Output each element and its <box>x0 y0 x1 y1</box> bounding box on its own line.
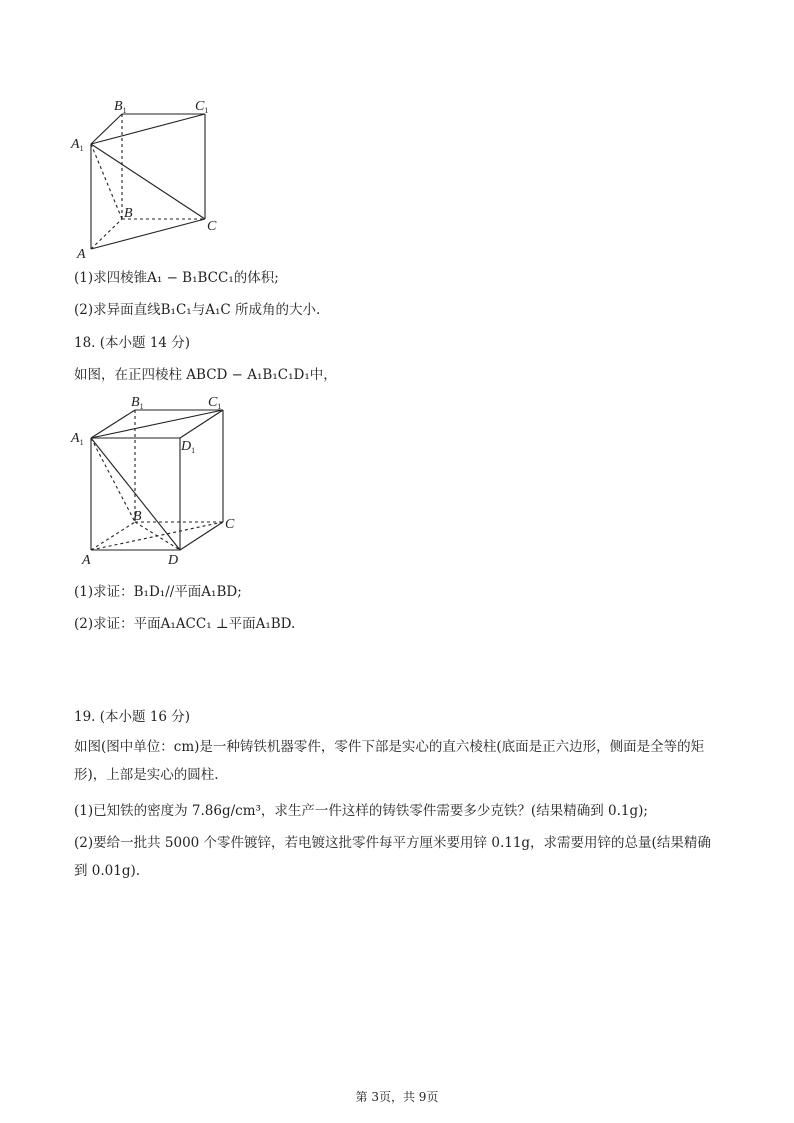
label-d: D <box>168 553 179 568</box>
q18-part1: (1)求证：B₁D₁//平面A₁BD; <box>74 584 242 600</box>
label-a: A <box>82 553 91 568</box>
diag-a-c <box>91 522 223 550</box>
diag-a1-b <box>91 438 135 522</box>
diag-a1-c <box>91 144 205 219</box>
q18-heading: 18. (本小题 14 分) <box>74 335 191 351</box>
page-footer: 第 3页，共 9页 <box>355 1090 439 1104</box>
label-b1: $B_1$ <box>114 99 127 115</box>
label-a1: $A_1$ <box>71 137 84 153</box>
label-c: C <box>225 517 235 532</box>
label-b: B <box>124 206 133 221</box>
q19-intro: 如图(图中单位：cm)是一种铸铁机器零件，零件下部是实心的直六棱柱(底面是正六边形，侧面是全等的矩形)，上部是实心的圆柱. <box>74 739 705 783</box>
edge-a-b <box>91 522 135 550</box>
label-c: C <box>207 219 217 234</box>
diag-a1-c1 <box>91 410 223 438</box>
label-c1: $C_1$ <box>208 395 222 411</box>
q17-part2: (2)求异面直线B₁C₁与A₁C 所成角的大小. <box>74 302 321 318</box>
figure-triangular-prism <box>60 92 230 267</box>
q18-part2: (2)求证：平面A₁ACC₁ ⊥平面A₁BD. <box>74 616 296 632</box>
q18-intro: 如图，在正四棱柱 ABCD − A₁B₁C₁D₁中， <box>74 367 337 383</box>
q19-heading: 19. (本小题 16 分) <box>74 709 191 725</box>
label-a: A <box>77 247 86 262</box>
label-c1: $C_1$ <box>195 99 209 115</box>
edge-a1-c1 <box>91 114 205 144</box>
label-b: B <box>133 509 142 524</box>
q17-part1: (1)求四棱锥A₁ − B₁BCC₁的体积; <box>74 270 279 286</box>
edge-d-c <box>180 522 223 550</box>
edge-a-c <box>91 219 205 249</box>
q19-part1: (1)已知铁的密度为 7.86g/cm³，求生产一件这样的铸铁零件需要多少克铁？(结果精确到 0.1g); <box>74 803 648 819</box>
label-a1: $A_1$ <box>71 431 84 447</box>
label-d1: $D_1$ <box>181 439 196 455</box>
figure-square-prism <box>60 390 250 570</box>
q19-part2: (2)要给一批共 5000 个零件镀锌，若电镀这批零件每平方厘米要用锌 0.11g，求需要用锌的总量(结果精确到 0.01g). <box>74 835 711 879</box>
diag-a1-b <box>91 144 122 219</box>
label-b1: $B_1$ <box>131 395 144 411</box>
